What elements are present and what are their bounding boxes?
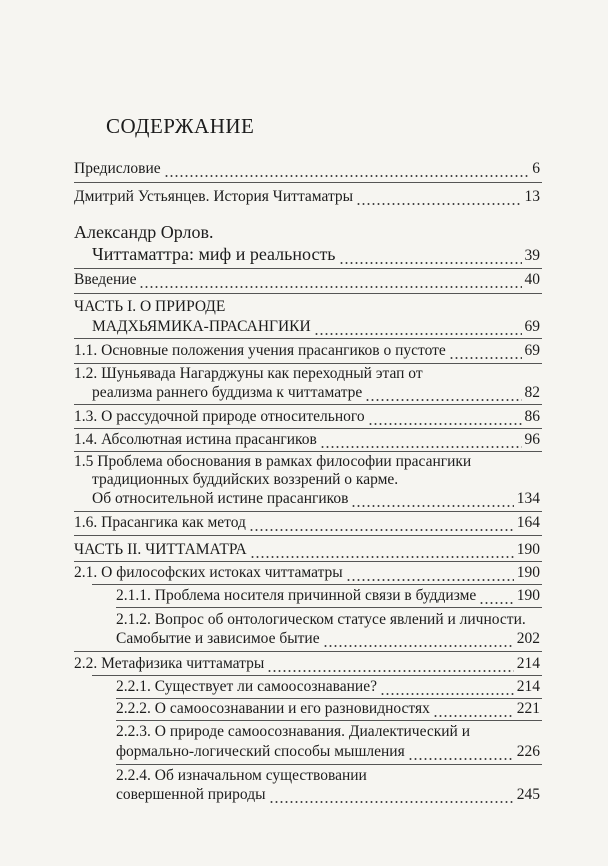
toc-entry-line: 2.1.2. Вопрос об онтологическом статусе явлений и личности. <box>116 611 526 628</box>
toc-entry-text: 1.4. Абсолютная истина прасангиков <box>74 431 317 448</box>
toc-entry-text: 1.6. Прасангика как метод <box>74 514 246 531</box>
toc-entry-text: ЧАСТЬ II. ЧИТТАМАТРА <box>74 541 247 558</box>
toc-entry-text: реализма раннего буддизма к читтаматре <box>92 384 363 401</box>
dot-leader <box>269 794 514 804</box>
toc-entry-line: 2.2.3. О природе самоосознавания. Диалектический и <box>116 723 471 740</box>
dot-leader <box>479 595 513 605</box>
toc-entry-text: Об относительной истине прасангиков <box>92 490 349 507</box>
divider <box>74 268 542 269</box>
dot-leader <box>320 439 522 449</box>
toc-entry-page: 134 <box>516 490 540 507</box>
toc-entry[interactable] <box>116 743 540 761</box>
dot-leader <box>346 572 514 582</box>
toc-entry-page: 6 <box>532 160 540 177</box>
toc-entry-text: Введение <box>74 271 137 288</box>
page-title: СОДЕРЖАНИЕ <box>106 114 255 138</box>
dot-leader <box>267 663 514 673</box>
divider <box>74 511 542 512</box>
dot-leader <box>356 196 521 206</box>
toc-entry-text: 1.3. О рассудочной природе относительного <box>74 408 365 425</box>
divider <box>92 675 542 676</box>
toc-entry[interactable] <box>74 271 540 289</box>
toc-entry-line: 2.2.4. Об изначальном существовании <box>116 767 367 784</box>
toc-entry-page: 40 <box>524 271 540 288</box>
toc-entry-heading: Александр Орлов. <box>74 222 214 242</box>
toc-entry-text: 2.1. О философских истоках читтаматры <box>74 564 343 581</box>
toc-entry-page: 69 <box>524 318 540 335</box>
toc-entry-text: 2.1.1. Проблема носителя причинной связи в буддизме <box>116 587 477 604</box>
toc-entry[interactable] <box>74 564 540 582</box>
toc-entry-text: Предисловие <box>74 160 161 177</box>
dot-leader <box>449 350 522 360</box>
dot-leader <box>380 686 514 696</box>
dot-leader <box>408 751 514 761</box>
toc-entry-text: 2.2.2. О самоосознавании и его разновидностях <box>116 700 430 717</box>
divider <box>116 607 542 608</box>
toc-entry-text: 2.2.1. Существует ли самоосознавание? <box>116 678 377 695</box>
toc-entry[interactable] <box>116 678 540 696</box>
toc-entry-line: традиционных буддийских воззрений о карме. <box>92 471 399 488</box>
toc-entry-text: 1.1. Основные положения учения прасангиков о пустоте <box>74 342 446 359</box>
toc-entry[interactable] <box>92 318 540 336</box>
toc-entry-line: 1.5 Проблема обоснования в рамках философии прасангики <box>74 453 472 470</box>
divider <box>74 338 542 339</box>
dot-leader <box>139 279 521 289</box>
toc-entry-text: МАДХЬЯМИКА-ПРАСАНГИКИ <box>92 318 311 335</box>
toc-entry[interactable] <box>116 587 540 605</box>
toc-entry[interactable] <box>92 245 540 265</box>
divider <box>74 561 542 562</box>
dot-leader <box>339 255 522 265</box>
toc-entry[interactable] <box>74 188 540 206</box>
dot-leader <box>368 416 522 426</box>
toc-entry-page: 214 <box>516 655 540 672</box>
toc-entry-page: 86 <box>524 408 540 425</box>
toc-entry-line: 1.2. Шуньявада Нагарджуны как переходный этап от <box>74 365 423 382</box>
toc-entry[interactable] <box>74 541 540 559</box>
toc-entry-text: формально-логический способы мышления <box>116 743 405 760</box>
toc-entry[interactable] <box>116 786 540 804</box>
toc-entry-page: 245 <box>516 786 540 803</box>
divider <box>116 720 542 721</box>
divider <box>74 535 542 536</box>
toc-entry[interactable] <box>74 514 540 532</box>
toc-entry-text: Дмитрий Устьянцев. История Читтаматры <box>74 188 354 205</box>
toc-entry[interactable] <box>74 431 540 449</box>
toc-entry-page: 13 <box>524 188 540 205</box>
toc-entry-line: ЧАСТЬ I. О ПРИРОДЕ <box>74 298 226 315</box>
divider <box>74 363 542 364</box>
toc-entry-page: 69 <box>524 342 540 359</box>
toc-entry[interactable] <box>74 408 540 426</box>
dot-leader <box>314 326 522 336</box>
divider <box>74 293 542 294</box>
toc-entry-text: совершенной природы <box>116 786 266 803</box>
toc-entry-text: 2.2. Метафизика читтаматры <box>74 655 265 672</box>
toc-entry-page: 202 <box>516 630 540 647</box>
toc-entry-page: 190 <box>516 587 540 604</box>
toc-entry[interactable] <box>74 342 540 360</box>
toc-entry-text: Самобытие и зависимое бытие <box>116 630 320 647</box>
divider <box>74 182 542 183</box>
toc-entry-page: 226 <box>516 743 540 760</box>
dot-leader <box>365 392 521 402</box>
divider <box>74 651 542 652</box>
toc-entry-page: 82 <box>524 384 540 401</box>
toc-entry-page: 164 <box>516 514 540 531</box>
divider <box>74 451 542 452</box>
toc-entry[interactable] <box>74 160 540 178</box>
divider <box>116 698 542 699</box>
toc-entry[interactable] <box>116 630 540 648</box>
dot-leader <box>323 638 514 648</box>
dot-leader <box>433 708 514 718</box>
toc-entry-page: 190 <box>516 564 540 581</box>
divider <box>92 584 542 585</box>
divider <box>116 764 542 765</box>
toc-entry[interactable] <box>92 384 540 402</box>
toc-entry-page: 190 <box>516 541 540 558</box>
dot-leader <box>250 549 514 559</box>
toc-entry-text: Читтаматтра: миф и реальность <box>92 244 336 264</box>
dot-leader <box>249 522 514 532</box>
toc-entry-page: 214 <box>516 678 540 695</box>
toc-entry-page: 96 <box>524 431 540 448</box>
toc-entry-page: 221 <box>516 700 540 717</box>
toc-entry[interactable] <box>116 700 540 718</box>
toc-entry[interactable] <box>74 655 540 673</box>
divider <box>74 404 542 405</box>
dot-leader <box>351 498 513 508</box>
toc-entry[interactable] <box>92 490 540 508</box>
divider <box>74 428 542 429</box>
dot-leader <box>164 168 530 178</box>
toc-entry-page: 39 <box>524 247 540 264</box>
